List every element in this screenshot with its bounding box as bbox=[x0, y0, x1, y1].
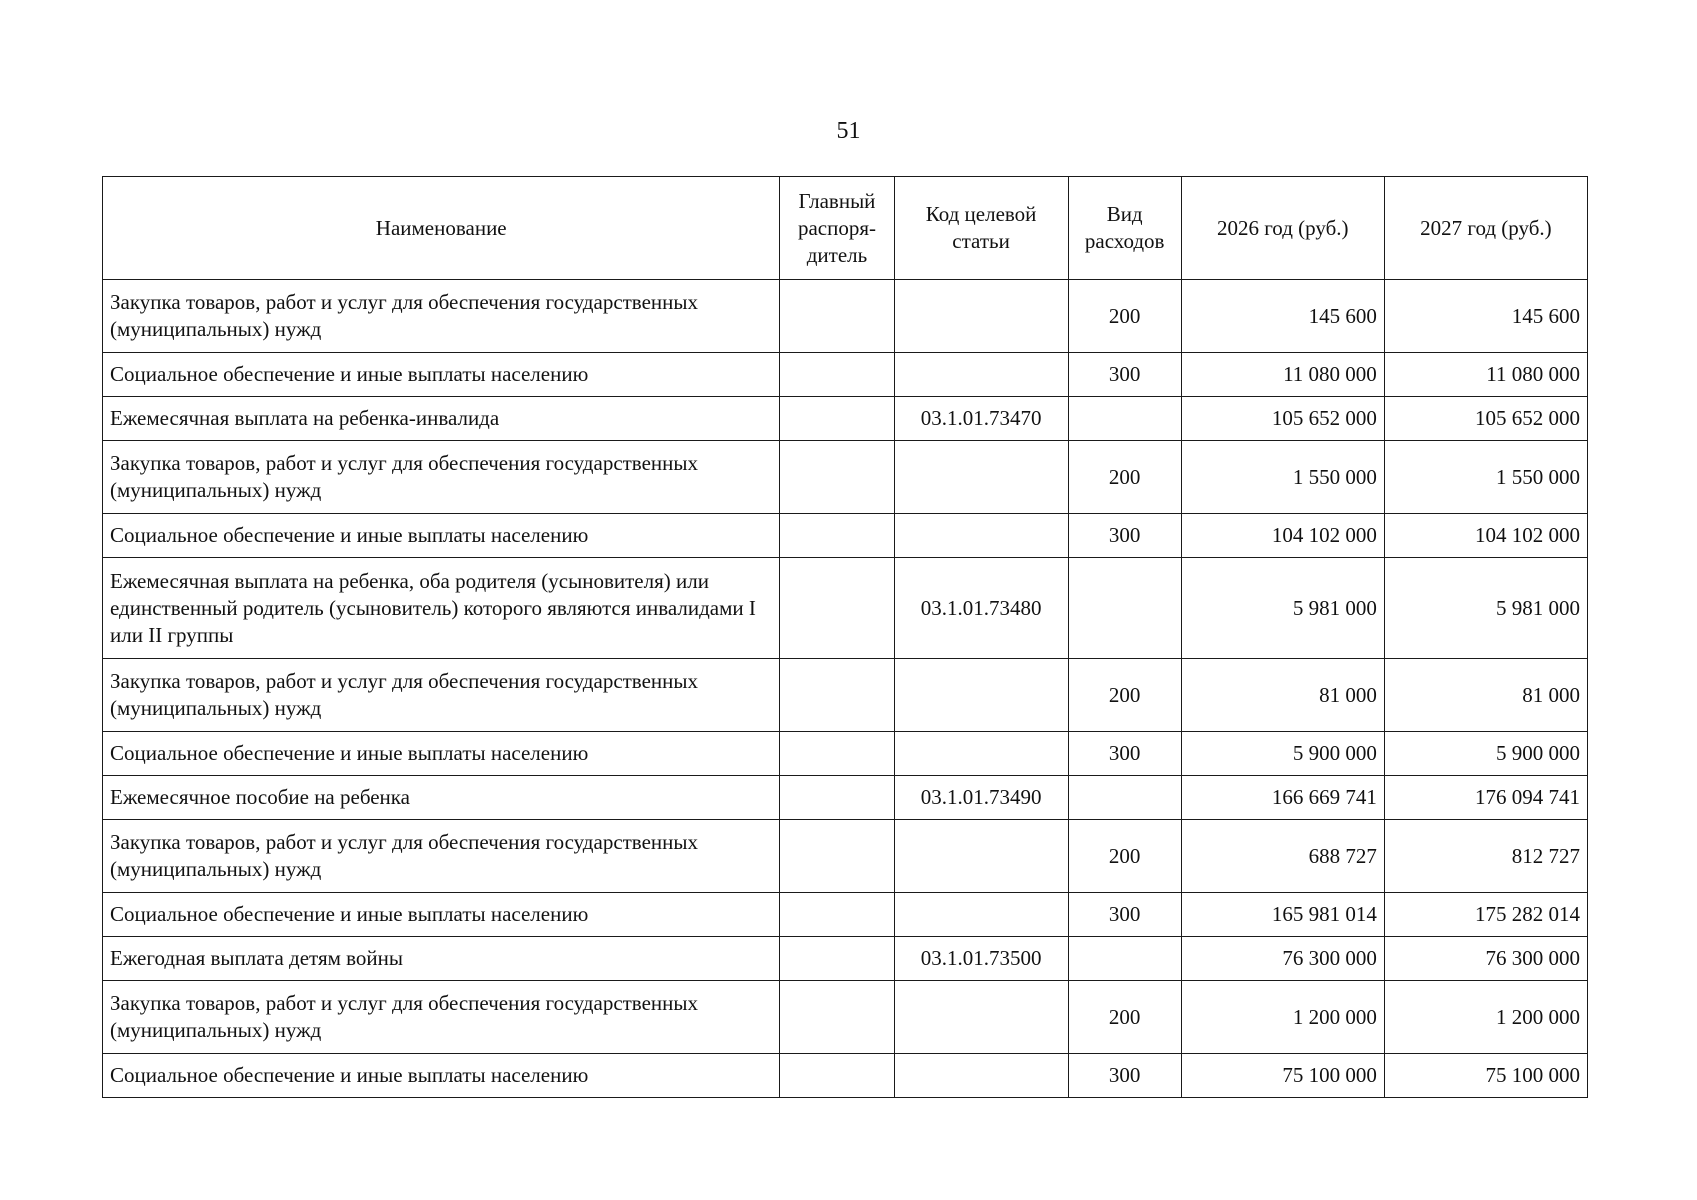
cell-admin bbox=[780, 441, 894, 514]
cell-2026: 1 200 000 bbox=[1181, 981, 1384, 1054]
cell-name: Социальное обеспечение и иные выплаты населению bbox=[103, 514, 780, 558]
cell-name: Закупка товаров, работ и услуг для обеспечения государственных (муниципальных) нужд bbox=[103, 820, 780, 893]
cell-2027: 5 981 000 bbox=[1384, 558, 1587, 659]
header-code: Код целевой статьи bbox=[894, 177, 1068, 280]
cell-type: 200 bbox=[1068, 280, 1181, 353]
table-header-row bbox=[103, 177, 1588, 280]
cell-2027: 11 080 000 bbox=[1384, 353, 1587, 397]
cell-admin bbox=[780, 937, 894, 981]
cell-type: 300 bbox=[1068, 732, 1181, 776]
table-row bbox=[103, 1054, 1588, 1098]
cell-admin bbox=[780, 981, 894, 1054]
table-row bbox=[103, 441, 1588, 514]
cell-type: 200 bbox=[1068, 659, 1181, 732]
cell-type: 300 bbox=[1068, 514, 1181, 558]
cell-type bbox=[1068, 937, 1181, 981]
cell-2027: 812 727 bbox=[1384, 820, 1587, 893]
cell-code: 03.1.01.73500 bbox=[894, 937, 1068, 981]
header-name: Наименование bbox=[103, 177, 780, 280]
cell-2026: 75 100 000 bbox=[1181, 1054, 1384, 1098]
cell-name: Социальное обеспечение и иные выплаты населению bbox=[103, 732, 780, 776]
cell-admin bbox=[780, 776, 894, 820]
cell-code bbox=[894, 514, 1068, 558]
budget-table bbox=[102, 176, 1588, 1098]
header-type: Вид расходов bbox=[1068, 177, 1181, 280]
cell-code: 03.1.01.73490 bbox=[894, 776, 1068, 820]
cell-2026: 688 727 bbox=[1181, 820, 1384, 893]
cell-name: Социальное обеспечение и иные выплаты населению bbox=[103, 1054, 780, 1098]
cell-2026: 5 981 000 bbox=[1181, 558, 1384, 659]
cell-admin bbox=[780, 353, 894, 397]
cell-2026: 1 550 000 bbox=[1181, 441, 1384, 514]
table-row bbox=[103, 732, 1588, 776]
cell-name: Ежегодная выплата детям войны bbox=[103, 937, 780, 981]
cell-2027: 145 600 bbox=[1384, 280, 1587, 353]
cell-code bbox=[894, 732, 1068, 776]
cell-2026: 81 000 bbox=[1181, 659, 1384, 732]
cell-admin bbox=[780, 820, 894, 893]
cell-code bbox=[894, 441, 1068, 514]
table-row bbox=[103, 397, 1588, 441]
cell-code bbox=[894, 981, 1068, 1054]
cell-name: Ежемесячное пособие на ребенка bbox=[103, 776, 780, 820]
header-admin: Главный распоря-дитель bbox=[780, 177, 894, 280]
cell-name: Закупка товаров, работ и услуг для обеспечения государственных (муниципальных) нужд bbox=[103, 280, 780, 353]
cell-admin bbox=[780, 514, 894, 558]
cell-2027: 1 200 000 bbox=[1384, 981, 1587, 1054]
cell-type: 300 bbox=[1068, 353, 1181, 397]
cell-admin bbox=[780, 893, 894, 937]
table-row bbox=[103, 820, 1588, 893]
table-row bbox=[103, 353, 1588, 397]
table-row bbox=[103, 776, 1588, 820]
page-number: 51 bbox=[836, 118, 861, 144]
cell-name: Социальное обеспечение и иные выплаты населению bbox=[103, 353, 780, 397]
cell-2026: 145 600 bbox=[1181, 280, 1384, 353]
table-row bbox=[103, 893, 1588, 937]
cell-2026: 104 102 000 bbox=[1181, 514, 1384, 558]
cell-2027: 1 550 000 bbox=[1384, 441, 1587, 514]
cell-code bbox=[894, 659, 1068, 732]
cell-name: Закупка товаров, работ и услуг для обеспечения государственных (муниципальных) нужд bbox=[103, 441, 780, 514]
cell-2027: 75 100 000 bbox=[1384, 1054, 1587, 1098]
header-2027: 2027 год (руб.) bbox=[1384, 177, 1587, 280]
cell-2026: 76 300 000 bbox=[1181, 937, 1384, 981]
cell-admin bbox=[780, 280, 894, 353]
cell-admin bbox=[780, 558, 894, 659]
cell-type: 200 bbox=[1068, 820, 1181, 893]
cell-admin bbox=[780, 732, 894, 776]
cell-2026: 5 900 000 bbox=[1181, 732, 1384, 776]
cell-2026: 11 080 000 bbox=[1181, 353, 1384, 397]
cell-2027: 105 652 000 bbox=[1384, 397, 1587, 441]
cell-2027: 5 900 000 bbox=[1384, 732, 1587, 776]
cell-type: 200 bbox=[1068, 981, 1181, 1054]
cell-type bbox=[1068, 397, 1181, 441]
cell-name: Ежемесячная выплата на ребенка-инвалида bbox=[103, 397, 780, 441]
cell-2027: 76 300 000 bbox=[1384, 937, 1587, 981]
cell-code: 03.1.01.73470 bbox=[894, 397, 1068, 441]
cell-2027: 176 094 741 bbox=[1384, 776, 1587, 820]
table-row bbox=[103, 280, 1588, 353]
table-row bbox=[103, 514, 1588, 558]
cell-name: Закупка товаров, работ и услуг для обеспечения государственных (муниципальных) нужд bbox=[103, 659, 780, 732]
cell-code bbox=[894, 820, 1068, 893]
cell-type bbox=[1068, 776, 1181, 820]
cell-2027: 175 282 014 bbox=[1384, 893, 1587, 937]
header-2026: 2026 год (руб.) bbox=[1181, 177, 1384, 280]
cell-type: 300 bbox=[1068, 1054, 1181, 1098]
cell-name: Ежемесячная выплата на ребенка, оба родителя (усыновителя) или единственный родитель (усыновитель) которого являются инвалидами I или II группы bbox=[103, 558, 780, 659]
cell-code bbox=[894, 893, 1068, 937]
cell-code: 03.1.01.73480 bbox=[894, 558, 1068, 659]
table-row bbox=[103, 659, 1588, 732]
cell-type bbox=[1068, 558, 1181, 659]
cell-code bbox=[894, 353, 1068, 397]
cell-name: Закупка товаров, работ и услуг для обеспечения государственных (муниципальных) нужд bbox=[103, 981, 780, 1054]
cell-code bbox=[894, 280, 1068, 353]
table-row bbox=[103, 981, 1588, 1054]
cell-type: 300 bbox=[1068, 893, 1181, 937]
cell-type: 200 bbox=[1068, 441, 1181, 514]
cell-2027: 81 000 bbox=[1384, 659, 1587, 732]
cell-2026: 165 981 014 bbox=[1181, 893, 1384, 937]
cell-2026: 105 652 000 bbox=[1181, 397, 1384, 441]
cell-2027: 104 102 000 bbox=[1384, 514, 1587, 558]
table-row bbox=[103, 558, 1588, 659]
cell-admin bbox=[780, 1054, 894, 1098]
cell-name: Социальное обеспечение и иные выплаты населению bbox=[103, 893, 780, 937]
cell-code bbox=[894, 1054, 1068, 1098]
cell-admin bbox=[780, 659, 894, 732]
table-row bbox=[103, 937, 1588, 981]
cell-admin bbox=[780, 397, 894, 441]
cell-2026: 166 669 741 bbox=[1181, 776, 1384, 820]
